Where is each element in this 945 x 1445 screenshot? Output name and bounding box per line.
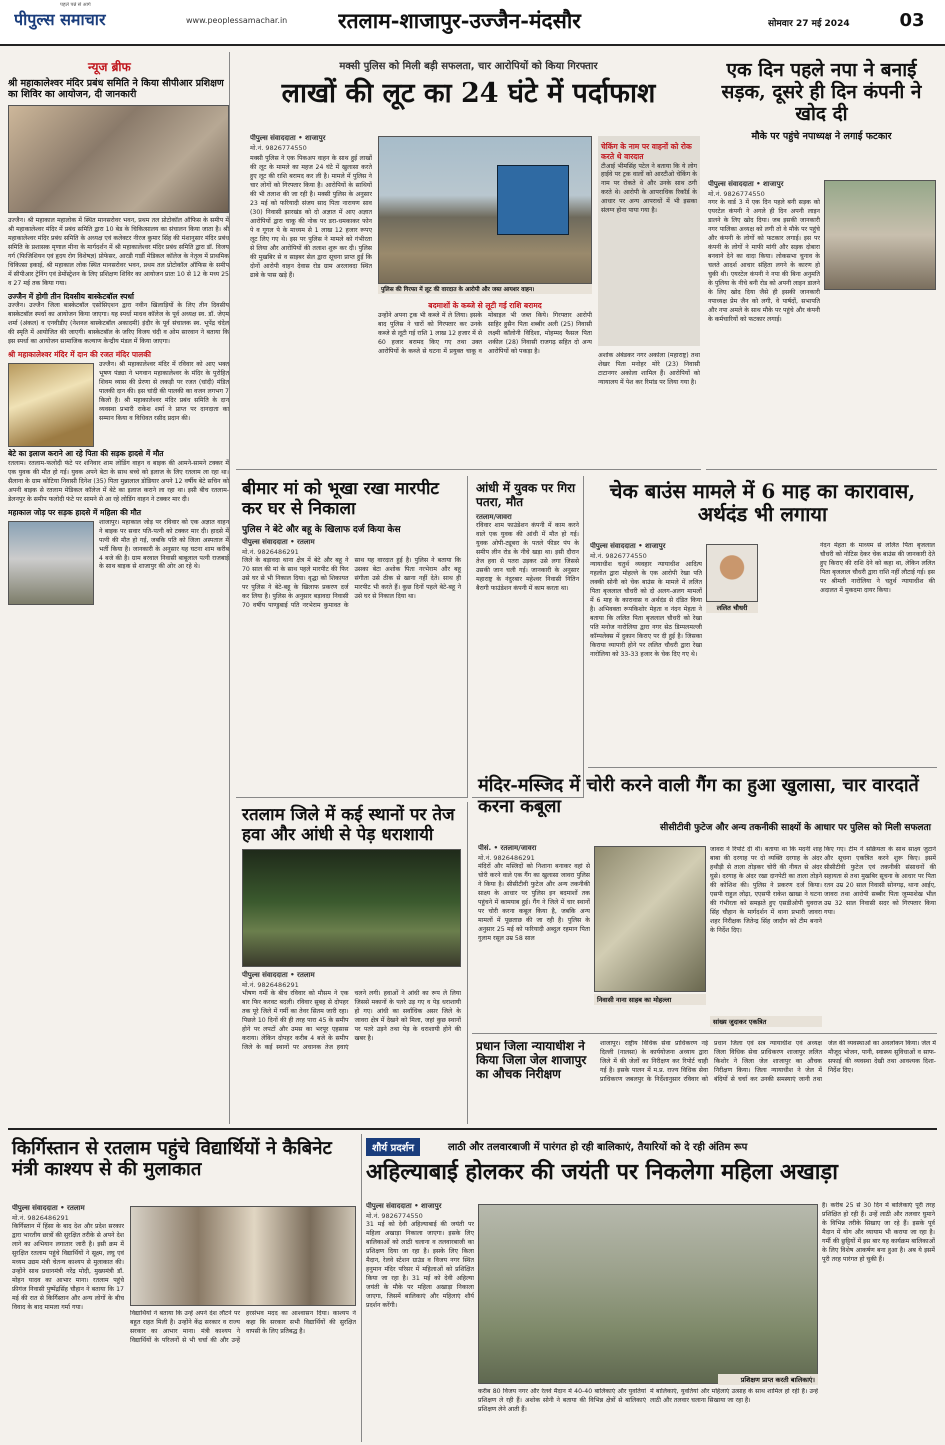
mother-byline: पीपुल्स संवाददाता • रतलाम मो.नं. 9826486291 [242,538,461,557]
cheque-photo-caption: ललित चौधरी [706,602,758,613]
kyrgyz-byline-place: रतलाम [67,1204,85,1212]
news-brief-label: न्यूज ब्रीफ [88,60,131,74]
brief-text-cpr: उज्जैन। श्री महाकाल महालोक में स्थित मानसरोवर भवन, प्रथम तल प्रोटोकॉल ऑफिस के समीप में श्री महाकालेश्वर मंदिर में प्रबंध समिति द्वारा 10 बेड के चिकित्सालय का संचालन किया जाता है। श्री महाकालेश्वर मंदिर प्रबंध समिति के अध्यक्ष एवं कलेक्टर नीरज कुमार सिंह की मंशानुसार मंदिर प्रबंध समिति के प्रशासक मृणाल मीना के मार्गदर्शन में श्री महाकालेश्वर मंदिर प्रबंध समिति द्वारा डॉ. विजय गर्ग (फिजिशियन एवं हृदय रोग विशेषज्ञ) प्रोफेसर, आरडी गार्डी मेडिकल कॉलेज के नेतृत्व में प्राथमिक चिकित्सा इकाई, श्री महाकाल लोक स्थित मानसरोवर भवन, प्रथम तल प्रोटोकॉल ऑफिस के समीप में सीपीआर ट्रेनिंग एवं डेमोंस्ट्रेशन के लिए प्रशिक्षण शिविर का आयोजन प्रातः 10 से 12 के मध्य 25 व 27 मई तक किया गया। [8,216,229,287]
kyrgyz-left [12,1204,124,1442]
theft-byline: पीसं. • रतलाम/जावरा मो.नं. 9826486291 [478,844,590,863]
storm-story [472,476,584,798]
theft-byline-mobile: मो.नं. 9826486291 [478,853,535,862]
theft-text-2: जावरा ने रिपोर्ट दी थी। बताया था कि मदनी शाह बाबा की दरगाह पर दो व्यक्ति दरगाह के अंदर हथौड़ी से ताला तोड़कर चोरी की नीयत से अंदर घुसे। दरगाह के अंदर रखा दानपेटी का ताला तोड़ने की कोशिश की। पुलिस ने प्रकरण दर्ज किया। एसपी राहुल लोढ़ा, एएसपी राकेश खाखा ने घटना की गंभीरता को समझते हुए एसडीओपी युवराज सिंह चौहान के मार्गदर्शन में थाना प्रभारी जावरा शहर निरीक्षक जितेन्द्र सिंह जादौन को टीम बनाने के निर्देश दिए। [710,846,822,934]
cheque-story [588,476,937,768]
kyrgyz-byline-name: पीपुल्स संवाददाता [12,1204,58,1212]
section-title-text: रतलाम-शाजापुर-उज्जैन-मंदसौर [338,8,581,33]
brand-name: पीपुल्स समाचार [14,10,106,29]
trees-story [236,802,468,1124]
loot-mid-text [378,298,592,470]
kyrgyz-text: किर्गिस्तान में हिंसा के बाद देश और प्रदेश सरकार द्वारा भारतीय छात्रों की सुरक्षित तरीके से अपने देश लाने का अभियान लगातार जारी है। इसी क्रम में सुरक्षित रतलाम पहुंचे विद्यार्थियों ने सूक्ष्म, लघु एवं मध्यम उद्यम मंत्री चेतन्य काश्यप से मुलाकात की। उन्होंने साथ प्रधानमंत्री नरेंद्र मोदी, मुख्यमंत्री डॉ. मोहन यादव का आभार माना। रतलाम पहुंचे फ्रीगंज निवासी पुष्पेंद्रसिंह चौहान ने बताया कि 17 मई की रात से किर्गिस्तान और अन्य लोगों के बीच विवाद के बाद मामला गर्मा गया। [12,1222,124,1311]
akhada-text-4: है। करीब 25 से 30 दिन में बालिकाएं पूरी तरह प्रशिक्षित हो रही हैं। उन्हें लाठी और तलवार घुमाने के विभिन्न तरीके सिखाए जा रहे हैं। इसके पूर्व मैदान में योग और व्यायाम भी कराया जा रहा है। गर्मी की छुट्टियों में इस बार यह कार्यक्रम बालिकाओं के लिए विशेष आकर्षण बना हुआ है। अब ये इसमें पूरी तरह पारंगत हो चुकी हैं। [822,1202,935,1263]
palki-photo [8,363,94,447]
theft-photo-caption: निवासी नाना साहब का मोहल्ला [594,994,706,1005]
jail-story [472,1038,937,1124]
theft-byline-place: रतलाम/जावरा [500,844,537,852]
theft-text: मंदिरों और मस्जिदों को निशाना बनाकर वहां से चोरी करने वाले एक गैंग का खुलासा जावरा पुलिस ने किया है। सीसीटीवी फुटेज और अन्य तकनीकी साक्ष्य के आधार पर पुलिस इन बदमाशों तक पहुंचने में कामयाब हुई। गैंग ने जिले में चार स्थानों पर चोरी करना कबूल किया है, जबकि अन्य मामलों में पूछताछ की जा रही है। पुलिस के अनुसार 25 मई को फरियादी अब्दुल रहमान पिता गुलाम रसूल उम्र 58 साल [478,862,590,942]
kyrgyz-byline: पीपुल्स संवाददाता • रतलाम मो.नं. 9826486291 [12,1204,124,1223]
theft-byline-name: पीसं. [478,844,492,852]
cheque-text-2: नंदन मेहता के माध्यम से ललित पिता बृजलाल चौधरी को नोटिस देकर चेक बाउंस की जानकारी देते हुए किराए की राशि देने को कहा था, लेकिन ललित पिता बृजलाल चौधरी द्वारा राशि नहीं लौटाई गई। इस पर श्रीमती नारोलिया ने चतुर्थ न्यायाधीश की अदालत में मुकदमा दायर किया। [820,542,935,594]
akhada-byline-place: शाजापुर [421,1202,442,1210]
jail-text: शाजापुर। राष्ट्रीय विधिक सेवा प्राधिकरण नई दिल्ली (नालसा) के कार्ययोजना अध्याय द्वारा जिले में की जेलों का निरीक्षण कर रिपोर्ट चाही गई है। इसके पालन में म.प्र. राज्य विधिक सेवा प्राधिकरण जबलपुर के निर्देशानुसार रविवार को प्रधान जिला एवं सत्र न्यायाधीश एवं अध्यक्ष जिला विधिक सेवा प्राधिकरण शाजापुर ललित किशोर ने जिला जेल शाजापुर का औचक निरीक्षण किया। जिला न्यायाधीश ने जेल में बंदियों से चर्चा कर उनकी समस्याएं जानी तथा जेल की व्यवस्थाओं का अवलोकन किया। जेल में मौजूद भोजन, पानी, स्वास्थ्य सुविधाओं व साफ-सफाई की व्यवस्था देखी तथा आवश्यक दिशा-निर्देश दिए। [600,1040,936,1083]
issue-date: सोमवार 27 मई 2024 [768,19,850,29]
akhada-left [366,1202,474,1442]
theft-caption-2: सांख्य जुदाकर एकत्रित [710,1016,822,1027]
trees-byline-place: रतलाम [297,971,315,980]
akhada-photo-caption: प्रशिक्षण प्राप्त करती बालिकाएं। [718,1374,818,1385]
trees-headline: रतलाम जिले में कई स्थानों पर तेज हवा और आंधी से पेड़ धराशायी [242,805,455,845]
page-number: 03 [899,10,925,31]
trees-byline-name: पीपुल्स संवाददाता [242,971,288,980]
brief-headline-accident: बेटे का इलाज कराने आ रहे पिता की सड़क हादसे में मौत [8,449,164,459]
loot-byline-mobile: मो.नं. 9826774550 [250,143,307,152]
storm-byline: रतलाम/जावरा [476,512,512,521]
cheque-byline-mobile: मो.नं. 9826774550 [590,551,647,560]
cheque-left [590,542,702,768]
trees-text: भीषण गर्मी के बीच रविवार को मौसम ने एक बार फिर करवट बदली। रविवार सुबह से दोपहर तक पूरे जिले में गर्मी का तेवर सितम जारी रहा। पिछले 10 दिनों की ही तरह पारा 45 के समीप होने पर लपटों और उमस का भरपूर एहसास कराया। लेकिन दोपहर करीब 4 बजे के समीप जिले के कई स्थानों पर अचानक तेज हवाएं चलने लगी। हवाओं ने आंधी का रूप ले लिया जिससे मकानों के पतरे उड़ गए व पेड़ धराशायी हो गए। आंधी का सर्वाधिक असर जिले के जावरा क्षेत्र में देखने को मिला, जहां कुछ स्थानों पर पतरे उड़ने तथा पेड़ के धराशायी होने की खबर है। [242,989,461,1051]
cheque-byline-place: शाजापुर [645,542,666,550]
kyrgyz-byline-mobile: मो.नं. 9826486291 [12,1213,69,1222]
loot-kicker: मक्सी पुलिस को मिली बड़ी सफलता, चार आरोपियों को किया गिरफ्तार [339,61,598,72]
cheque-byline: पीपुल्स संवाददाता • शाजापुर मो.नं. 9826774550 [590,542,702,561]
loot-subhead: बदमाशों के कब्जे से लूटी गई राशि बरामद [428,301,542,310]
road-photo [824,180,936,290]
theft-story [472,772,937,1034]
mother-byline-mobile: मो.नं. 9826486291 [242,547,299,556]
theft-kicker: सीसीटीवी फुटेज और अन्य तकनीकी साक्ष्यों के आधार पर पुलिस को मिली सफलता [659,823,931,834]
brief-headline-woman-death: महाकाल जोड़ पर सड़क हादसे में महिला की मौत [8,507,142,517]
brief-text-accident: रतलाम। रतलाम-फलोदी फंटे पर शनिवार शाम लोडिंग वाहन व बाइक की आमने-सामने टक्कर में एक युवक की मौत हो गई। युवक अपने बेटा के साथ बच्चे को इलाज के लिए रतलाम ला रहा था। सैलाना के ग्राम कोटिया निवासी दिनेश (35) पिता मुन्नालाल डोडियार अपने 12 वर्षीय बेटे सचिन को अपनी बाइक से रतलाम मेडिकल कॉलेज में बेटे का इलाज कराने ला रहा था। इसी बीच रतलाम-डेलनपुर के समीप फलोदी फंटे पर सामने से आ रहे लोडिंग वाहन ने टक्कर मार दी। [8,459,229,503]
akhada-headline: अहिल्याबाई होलकर की जयंती पर निकलेगा महिला अखाड़ा [366,1159,838,1185]
mother-text: जिले के बड़ावदा थाना क्षेत्र में बेटे और बहू ने 70 साल की मां के साथ पहले मारपीट की फिर उसे घर से भी निकाल दिया। वृद्धा को शिकायत पर पुलिस ने बेटे-बहू के खिलाफ प्रकरण दर्ज कर लिया है। पुलिस के अनुसार बड़ावदा निवासी 70 वर्षीय पाण्डुबाई पति नरभेराम कुमावत के साथ यह वारदात हुई है। पुलिस ने बताया कि उसका बेटा अशोक पिता नरभेराम और बहू संगीता उसे ठीक से खाना नहीं देते। साथ ही मारपीट भी करते हैं। कुछ दिनों पहले बेटे-बहू ने उसे घर से निकाल दिया था। [242,556,461,609]
akhada-label: शौर्य प्रदर्शन [366,1138,420,1156]
cctv-photo [594,846,706,992]
loot-sidebar-headline: चेकिंग के नाम पर वाहनों को रोक करते थे वारदात [601,142,692,161]
site-url: www.peoplessamachar.in [186,16,288,25]
cheque-byline-name: पीपुल्स संवाददाता [590,542,636,550]
loot-text: मक्सी पुलिस ने एक पिकअप वाहन के साथ हुई लाखों की लूट के मामले का महज 24 घंटे में खुलासा करते हुए लूट की राशि बरामद कर ली है। मामले में पुलिस ने चार लोगों को गिरफ्तार किया है। आरोपियों के साथियों की भी तलाश की जा रही है। मक्सी पुलिस के अनुसार 23 मई को फरियादी संजय साद पिता नारायण साव (30) निवासी झारखंड को दो अज्ञात में आए अज्ञात आरोपियों द्वारा चाकू की नोक पर डरा-धमकाकर फोन पे व गूगल पे के माध्यम से 1 लाख 12 हजार रूपए लूट लिए गए थे। इस पर पुलिस ने मामले को गंभीरता से लिया और आरोपियों की तलाश शुरू कर दी। पुलिस की मुखबिर से व साइबर सेल द्वारा सूचना प्राप्त हुई कि दोनों आरोपी वाहन देवास रोड ग्राम अरलावदा स्थित ढाबे के पास खड़े हैं। [250,154,372,279]
kyrgyz-text-2: विद्यार्थियों ने बताया कि उन्हें अपने देश लौटने पर बहुत राहत मिली है। उन्होंने केंद्र सरकार व राज्य सरकार का आभार माना। मंत्री काश्यप ने विद्यार्थियों के परिजनों से भी चर्चा की और उन्हें हरसंभव मदद का आश्वासन दिया। काश्यप ने कहा कि सरकार सभी विद्यार्थियों की सुरक्षित वापसी के लिए प्रतिबद्ध है। [130,1310,356,1344]
mother-headline: बीमार मां को भूखा रखा मारपीट कर घर से निकाला [242,479,439,519]
brief-headline-basketball: उज्जैन में होगी तीन दिवसीय बास्केटबॉल स्पर्धा [8,291,134,301]
akhada-text-2: करीब 80 विजय नगर और रेलवे मैदान में 40-40 बालिकाएं और युवतियां प्रशिक्षण ले रही हैं। अशोक सोनी ने बताया की विभिन्न क्षेत्रों से बालिकाएं प्रशिक्षण लेने आती हैं। [478,1388,646,1413]
storm-text: रविवार शाम फाउंडेशन कंपनी में काम करने वाले एक युवक की आंधी में मौत हो गई। युवक ओपी-ट्यूबरा के पतले फीडर पंप के समीप लीन रोड के नीचे खड़ा था। इसी दौरान तेज हवा से पतरा उड़कर उसे लगा जिससे उसकी जान चली गई। जानकारी के अनुसार महाराष्ट्र के नंदुरबार महेश्वर निवासी नितिन बैरागी फाउंडेशन कंपनी में काम करता था। [476,522,579,593]
akhada-byline-mobile: मो.नं. 9826774550 [366,1211,423,1220]
road-left-text [708,180,820,470]
cheque-person-photo [706,544,758,602]
road-text: नगर के वार्ड 3 में एक दिन पहले बनी सड़क को एयरटेल कंपनी ने अगले ही दिन अपनी लाइन डालने के लिए खोद दिया। जब इसकी जानकारी नगर पालिका अध्यक्ष को लगी तो वे मौके पर पहुंचे और कंपनी के लोगों को फटकार लगाई। इस पर कंपनी के लोगों ने माफी मांगी और सड़क दोबारा बनवाने देने का वादा किया। लोकसभा चुनाव के चलते आदर्श आचार संहिता लगने के कारण हो चुकी थी। एयरटेल कंपनी ने नपा की बिना अनुमति के पुलिया के नीचे बनी रोड को अपनी लाइन डालने के लिए खोद दिया जैसे ही इसकी जानकारी नपाध्यक्ष प्रेम जैन को लगी, वे पार्षदों, सभापति और नपा अमले के साथ मौके पर पहुंचे और कंपनी के कर्मचारियों को फटकार लगाई। [708,198,820,323]
akhada-text-3: में बालिकाएं, युवतियां और महिलाएं उत्साह के साथ शामिल हो रही हैं। उन्हें लाठी और तलवार चलाना सिखाया जा रहा है। [650,1388,818,1404]
loot-photo-truck [497,165,569,235]
akhada-photo [478,1204,818,1384]
cheque-text: न्यायाधीश चतुर्थ व्यवहार न्यायाधीश आदित्य गहलोत द्वारा मोहल्ले के एक आरोपी रेखा पति लक्की सोनी को चेक बाउंस के मामले में ललित पिता बृजलाल चौधरी को दो अलग-अलग मामलों में 6 माह के कारावास व अर्थदंड से दंडित किया है। अभिवक्ता रूपकिशोर मेहता व नंदन मेहता ने बताया कि ललित पिता बृजलाल चौधरी को रेखा पति मनोज नारोलिया द्वारा नगर सेठ डिम्पलमल्जी कॉम्पलेक्स में दुकान किराए पर दी हुई है। जिसका किराया व्यापारी होने पर ललित चौधरी द्वारा रेखा नारोलिया को 33-33 हजार के चेक दिए गए थे। [590,560,702,658]
loot-photo [378,136,592,284]
mother-story [236,476,468,798]
loot-byline-place: शाजापुर [305,134,326,142]
theft-text-3: किए गए। टीम ने सक्रियता के साथ साक्ष्य जुटाने और सूचना एकत्रित करने शुरू किए। इसमें सीसीटीवी फुटेज एवं तकनीकी संसाधनों की सहायता से तथा मुखबिर सूचना के आधार पर पिता रतन उम्र 20 साल निवासी सोनगढ़, थाना आईए, जावरा तथा आरोपी सब्बीर पिता जुम्माशेख भील उम्र 32 साल निवासी सदर को गिरफ्तार किया गया। [824,846,936,916]
mother-byline-place: रतलाम [297,538,315,547]
loot-left-text [250,134,372,470]
brief-text-palki: उज्जैन। श्री महाकालेश्वर मंदिर में रविवार को आए भक्त भूषण पंड्या ने भगवान महाकालेश्वर के मंदिर के पुरोहित शिवम व्यास की प्रेरणा से लकड़ी पर रजत (चांदी) मंडित पालकी दान की। इस चांदी की पालकी का वजन लगभग 7 किलो है। श्री महाकालेश्वर मंदिर प्रबंध समिति के दान व्यवस्था प्रभारी राकेश शर्मा ने प्राप्त पर दानदाता का सम्मान किया व विधिवत रसीद प्रदान की। [99,361,229,423]
mother-byline-name: पीपुल्स संवाददाता [242,538,288,547]
kyrgyz-headline: किर्गिस्तान से रतलाम पहुंचे विद्यार्थियों ने कैबिनेट मंत्री काश्यप से की मुलाकात [12,1138,332,1181]
road-byline: पीपुल्स संवाददाता • शाजापुर मो.नं. 9826774550 [708,180,820,199]
akhada-byline: पीपुल्स संवाददाता • शाजापुर मो.नं. 9826774550 [366,1202,474,1221]
road-byline-name: पीपुल्स संवाददाता [708,180,754,188]
cheque-headline: चेक बाउंस मामले में 6 माह का कारावास, अर्थदंड भी लगाया [609,479,916,526]
road-story [706,52,937,470]
cpr-training-photo [8,105,229,213]
loot-text-3: अशोक अंबेडकर नगर अकोला (महाराष्ट्र) तथा शेखर पिता मनोहर मोरे (23) निवासी टाटानगर अकोला शामिल हैं। आरोपियों को न्यायालय में पेश कर रिमांड पर लिया गया है। [598,352,700,386]
brief-headline-cpr: श्री महाकालेश्वर मंदिर प्रबंध समिति ने किया सीपीआर प्रशिक्षण का शिविर का आयोजन, दी जानकारी [8,78,224,100]
mother-kicker: पुलिस ने बेटे और बहू के खिलाफ दर्ज किया केस [242,525,401,536]
brand-tagline: पहले पन्ने से आगे [60,2,91,8]
loot-text-2: उन्होंने अपना ट्रक भी कब्जे में ले लिया। इसके बाद पुलिस ने चारों को गिरफ्तार कर उनके कब्जे से लूटी गई राशि 1 लाख 12 हजार में से 60 हजार बरामद किए गए तथा उक्त आरोपियों के कब्जे से घटना में प्रयुक्त चाकू व मोबाइल भी जब्त किये। गिरफ्तार आरोपी साहिर हुसैन पिता शब्बीर अली (25) निवासी लक्ष्मी कॉलोनी विदिशा, मोहम्मद फैसल पिता शकील (28) निवासी राजगढ़ सहित दो अन्य आरोपियों को पकड़ा है। [378,311,592,355]
loot-byline-name: पीपुल्स संवाददाता [250,134,296,142]
road-byline-place: शाजापुर [763,180,784,188]
brief-text-woman-death: शाजापुर। महाकाल जोड़ पर रविवार को एक अज्ञात वाहन ने बाइक पर सवार पति-पत्नी को टक्कर मार दी। हादसे में पत्नी की मौत हो गई, जबकि पति को जिला अस्पताल में भर्ती किया है। जानकारी के अनुसार यह घटना शाम करीब 4 बजे की है। ग्राम बरवाल निवासी बाबूलाल पत्नी राजबाई के साथ बाइक से शाजापुर की ओर आ रहे थे। [99,518,229,571]
road-headline: एक दिन पहले नपा ने बनाई सड़क, दूसरे ही दिन कंपनी ने खोद दी [721,59,922,125]
loot-byline: पीपुल्स संवाददाता • शाजापुर मो.नं. 9826774550 [250,134,372,153]
brand-logo [14,8,184,34]
accident-photo [8,521,94,605]
akhada-kicker: लाठी और तलवारबाजी में पारंगत हो रही बालिकाएं, तैयारियों को दे रही अंतिम रूप [448,1142,748,1153]
jail-headline: प्रधान जिला न्यायाधीश ने किया जिला जेल शाजापुर का औचक निरीक्षण [476,1040,587,1081]
brief-text-basketball: उज्जैन। उज्जैन जिला बास्केटबॉल एसोसिएशन द्वारा नवीन खिलाड़ियों के लिए तीन दिवसीय बास्केटबॉल स्पर्धा का आयोजन किया जाएगा। यह स्पर्धा माधव कॉलेज के पूर्व अध्यक्ष स्व. डॉ. जेएम शर्मा (अंकल) व एनवीडीए (नेशनल बास्केटबॉल अकादमी) इंदौर के पूर्व संचालक स्व. भूपेंद्र चंदेल की स्मृति में आयोजित की जाएगी। बास्केटबॉल के जरिए विजय चंदी व ओम सारवान ने बताया कि इस स्पर्धा का आयोजन सामाजिक कल्याण केन्द्रीय मंडल में किया जाएगा। [8,302,229,346]
road-kicker: मौके पर पहुंचे नपाध्यक्ष ने लगाई फटकार [751,130,892,142]
loot-sidebar-box [598,136,700,346]
loot-sidebar-text: टीआई भीमसिंह पटेल ने बताया कि ये लोग हाईवे पर ट्रक वालों को आरटीओ चेकिंग के नाम पर रोकते थे और उनके साथ ठगी करते थे। आरोपी के आपराधिक रिकॉर्ड के आधार पर अन्य आपराधों में भी इसका संलग्न होना पाया गया है। [601,162,697,215]
masthead [0,0,945,46]
loot-headline: लाखों की लूट का 24 घंटे में पर्दाफाश [281,78,656,109]
akhada-byline-name: पीपुल्स संवाददाता [366,1202,412,1210]
theft-left [478,844,590,1034]
storm-headline: आंधी में युवक पर गिरा पतरा, मौत [476,481,576,509]
akhada-text: 31 मई को देवी अहिल्याबाई की जयंती पर महिला अखाड़ा निकाला जाएगा। इसके लिए बालिकाओं को लाठी चलाना व तलवारबाजी का प्रशिक्षण दिया जा रहा है। इसके लिए किला मैदान, रेलवे स्टेशन ग्राउंड व विजय नगर स्थित हनुमान मंदिर परिसर में महिलाओं को प्रशिक्षित किया जा रहा है। 31 मई को देवी अहिल्या जयंती के मौके पर महिला अखाड़ा निकाला जाएगा, जिसमें बालिकाएं और महिलाएं शौर्य प्रदर्शन करेंगी। [366,1220,474,1309]
kyrgyz-photo [130,1206,356,1306]
loot-photo-caption: पुलिस की गिरफ्त में लूट की वारदात के आरोपी और जब्त आयशर वाहन। [378,284,592,294]
akhada-story [366,1134,937,1442]
theft-headline: मंदिर-मस्जिद में चोरी करने वाली गैंग का हुआ खुलासा, चार वारदातें करना कबूला [478,775,919,817]
news-brief-column [8,52,230,1124]
section-title [338,7,768,39]
trees-byline-mobile: मो.नं. 9826486291 [242,980,299,989]
kyrgyz-story [8,1134,362,1442]
fallen-tree-photo [242,849,461,967]
brief-headline-palki: श्री महाकालेश्वर मंदिर में दान की रजत मंदिर पालकी [8,350,151,360]
section-divider [8,1128,937,1130]
trees-byline: पीपुल्स संवाददाता • रतलाम मो.नं. 9826486291 [242,971,461,990]
road-byline-mobile: मो.नं. 9826774550 [708,189,765,198]
loot-story [236,52,701,470]
